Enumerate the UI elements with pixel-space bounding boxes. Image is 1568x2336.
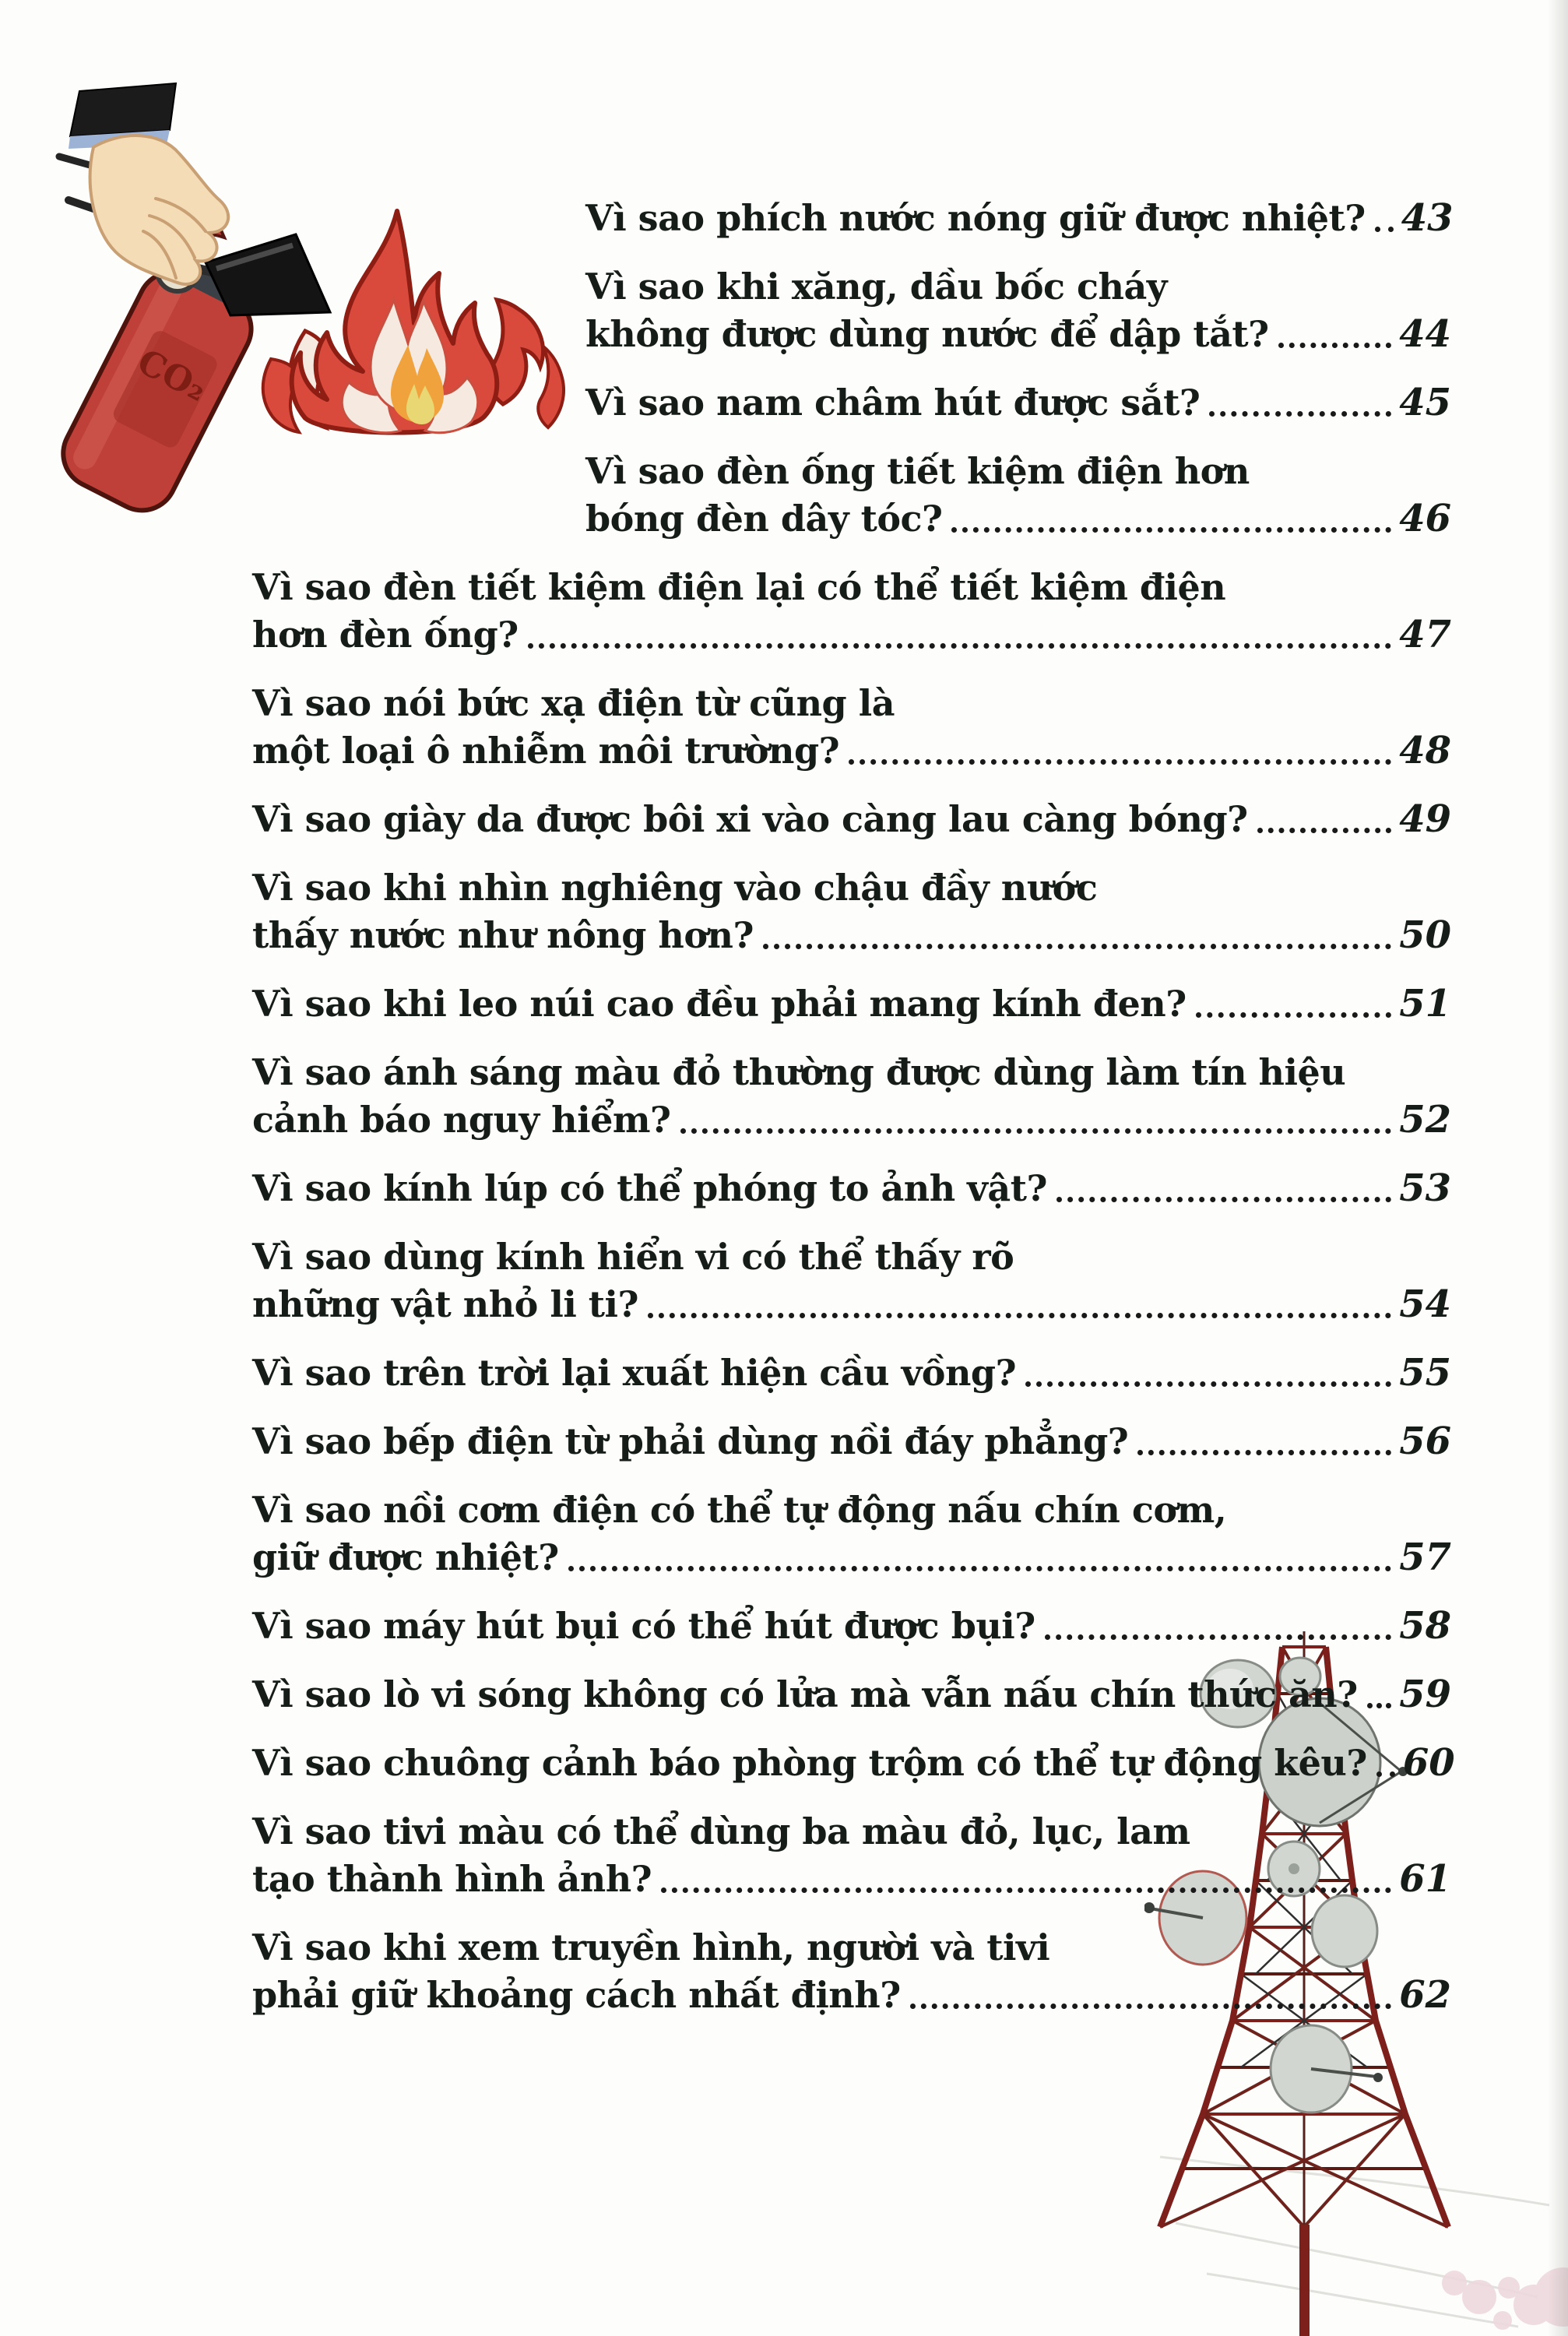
toc-entry (252, 796, 1451, 843)
toc-entry-text: Vì sao khi nhìn nghiêng vào chậu đầy nước (252, 867, 1098, 909)
toc-entry (585, 379, 1451, 427)
toc-entry-text: cảnh báo nguy hiểm? (252, 1099, 671, 1141)
page-number: 58 (1399, 1604, 1451, 1648)
toc-entry (585, 263, 1451, 358)
toc-entry-text: bóng đèn dây tóc? (585, 498, 943, 540)
dotted-leader (1257, 828, 1392, 833)
toc-entry-text: Vì sao khi leo núi cao đều phải mang kính đen? (252, 983, 1187, 1025)
toc-entry (585, 195, 1454, 242)
dotted-leader (1045, 1634, 1391, 1640)
toc-entry-text: Vì sao lò vi sóng không có lửa mà vẫn nấu chín thức ăn? (252, 1673, 1358, 1715)
page-number: 46 (1399, 497, 1451, 540)
dotted-leader (648, 1313, 1391, 1318)
toc-entry-text: Vì sao phích nước nóng giữ được nhiệt? (585, 197, 1366, 239)
toc-entry-text: thấy nước như nông hơn? (252, 914, 754, 956)
dotted-leader (763, 944, 1391, 949)
toc-entry (252, 980, 1451, 1028)
dotted-leader (1376, 1771, 1395, 1777)
dotted-leader (1375, 227, 1394, 232)
toc-entry (252, 1349, 1451, 1397)
dotted-leader (1056, 1197, 1391, 1202)
page-number: 56 (1399, 1420, 1451, 1463)
page-number: 57 (1399, 1536, 1451, 1579)
dotted-leader (1025, 1381, 1391, 1387)
page-number: 54 (1399, 1282, 1451, 1326)
page-number: 52 (1399, 1098, 1451, 1142)
dotted-leader (680, 1128, 1392, 1134)
toc-entry (252, 864, 1451, 959)
toc-entry-text: Vì sao máy hút bụi có thể hút được bụi? (252, 1605, 1035, 1647)
toc-entry (252, 1233, 1451, 1328)
page-number: 55 (1399, 1351, 1451, 1395)
toc-entry-text: giữ được nhiệt? (252, 1536, 559, 1578)
sleeve-icon (70, 83, 176, 136)
dotted-leader (1137, 1450, 1391, 1455)
toc-entry (252, 680, 1451, 775)
toc-entry-text: những vật nhỏ li ti? (252, 1283, 638, 1325)
dotted-leader (910, 2004, 1392, 2009)
toc-entry-text: một loại ô nhiễm môi trường? (252, 730, 840, 772)
page-number: 61 (1399, 1857, 1451, 1901)
page-number: 62 (1399, 1973, 1451, 2017)
toc-entry-text: Vì sao dùng kính hiển vi có thể thấy rõ (252, 1236, 1014, 1278)
page-number: 44 (1399, 312, 1451, 356)
toc-entry-text: phải giữ khoảng cách nhất định? (252, 1974, 901, 2016)
toc-entry-text: Vì sao tivi màu có thể dùng ba màu đỏ, lục, lam (252, 1810, 1190, 1852)
toc-entry (252, 1808, 1451, 1903)
toc-entry-text: hơn đèn ống? (252, 614, 519, 656)
page-number: 48 (1399, 729, 1451, 772)
toc-entry (252, 1486, 1451, 1581)
dotted-leader (1278, 343, 1392, 348)
toc-entry (252, 1602, 1451, 1650)
toc-entry (252, 1924, 1451, 2019)
toc-entry (585, 448, 1451, 543)
toc-entry-text: Vì sao kính lúp có thể phóng to ảnh vật? (252, 1167, 1047, 1209)
toc-entry (252, 1049, 1451, 1144)
dotted-leader (661, 1887, 1391, 1893)
toc-entry-text: Vì sao khi xăng, dầu bốc cháy (585, 266, 1168, 308)
toc-entry-text: Vì sao nam châm hút được sắt? (585, 382, 1201, 424)
toc-entry (252, 1418, 1451, 1465)
dotted-leader (849, 759, 1391, 765)
toc-entry-text: Vì sao nồi cơm điện có thể tự động nấu chín cơm, (252, 1489, 1227, 1531)
dotted-leader (1209, 411, 1391, 417)
toc-entry (252, 1740, 1455, 1787)
dotted-leader (528, 643, 1391, 649)
toc-entry-text: Vì sao giày da được bôi xi vào càng lau càng bóng? (252, 798, 1248, 840)
toc-entry-text: Vì sao đèn tiết kiệm điện lại có thể tiết kiệm điện (252, 566, 1226, 608)
extinguisher-label: CO₂ (131, 341, 213, 410)
toc-entry-text: không được dùng nước để dập tắt? (585, 313, 1269, 355)
page-number: 47 (1399, 613, 1451, 656)
page-number: 53 (1399, 1166, 1451, 1210)
page-edge-shadow (1548, 0, 1568, 2336)
toc-entry-text: Vì sao đèn ống tiết kiệm điện hơn (585, 450, 1250, 492)
toc-entry (252, 564, 1451, 659)
page-number: 59 (1399, 1673, 1451, 1716)
toc-entry-text: Vì sao ánh sáng màu đỏ thường được dùng làm tín hiệu (252, 1051, 1346, 1093)
page-number: 43 (1401, 196, 1454, 240)
page-number: 49 (1399, 797, 1451, 841)
toc-entry-text: Vì sao khi xem truyền hình, người và tivi (252, 1926, 1050, 1968)
page-number: 45 (1399, 381, 1451, 424)
toc-entry (252, 1165, 1451, 1212)
page-number: 50 (1399, 913, 1451, 957)
toc-entry-text: Vì sao chuông cảnh báo phòng trộm có thể tự động kêu? (252, 1742, 1367, 1784)
toc-entry (252, 1671, 1451, 1719)
toc-entry-text: tạo thành hình ảnh? (252, 1858, 652, 1900)
toc-entry-text: Vì sao nói bức xạ điện từ cũng là (252, 682, 895, 724)
page-number: 60 (1402, 1741, 1455, 1785)
dotted-leader (1196, 1012, 1392, 1018)
dotted-leader (568, 1566, 1391, 1571)
toc-list (252, 195, 1455, 2019)
toc-entry-text: Vì sao trên trời lại xuất hiện cầu vồng? (252, 1352, 1017, 1394)
dotted-leader (951, 527, 1391, 533)
toc-entry-text: Vì sao bếp điện từ phải dùng nồi đáy phẳng? (252, 1420, 1129, 1462)
dotted-leader (1367, 1703, 1392, 1708)
page-number: 51 (1399, 982, 1451, 1026)
